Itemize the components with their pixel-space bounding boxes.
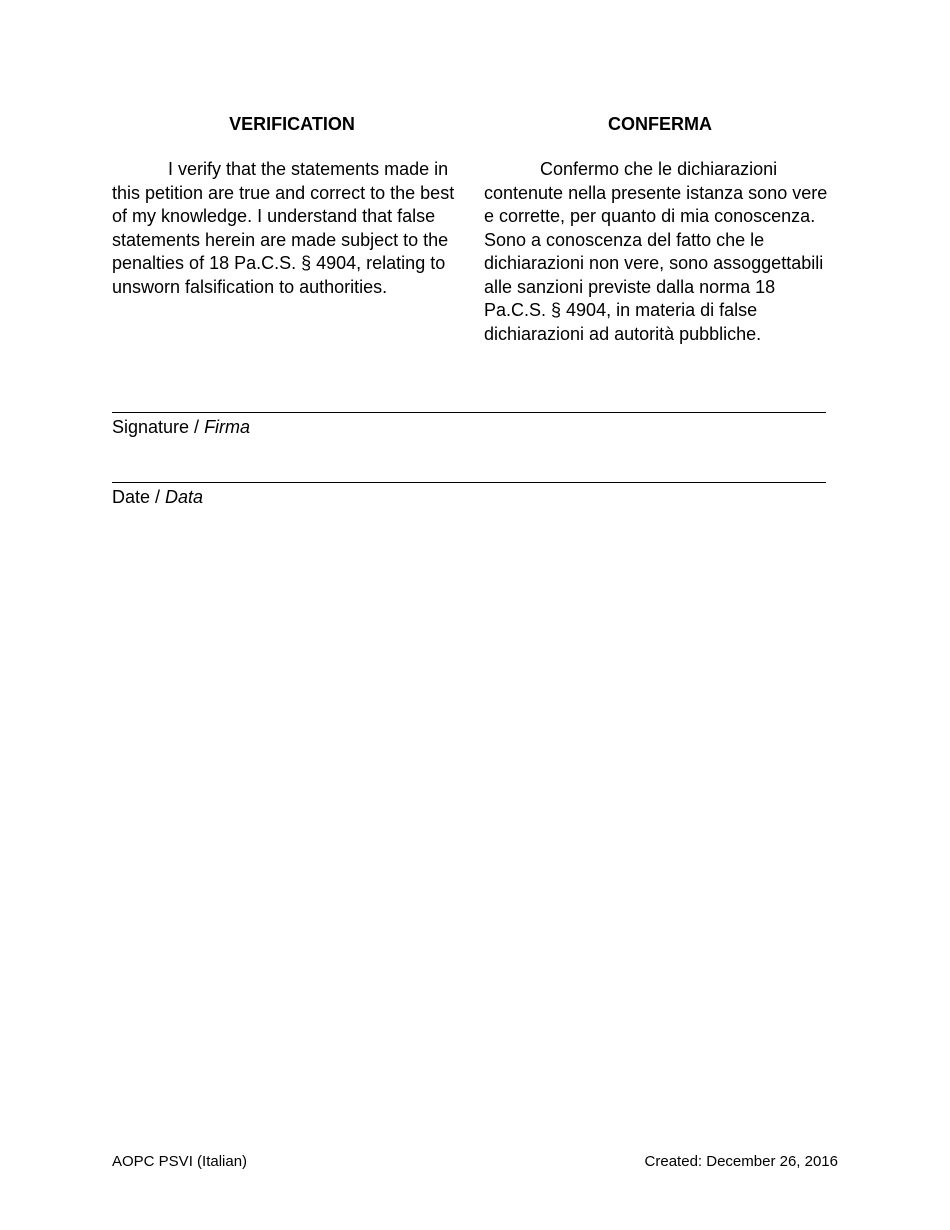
signature-label [112,416,250,438]
footer-created-date: Created: December 26, 2016 [644,1153,838,1170]
conferma-section [484,112,836,346]
date-label-italic: Data [165,487,204,507]
date-label-text: Date / [112,487,166,507]
signature-line[interactable] [112,412,826,413]
verification-section [112,112,472,299]
verification-body: I verify that the statements made in this petition are true and correct to the best of my knowledge. I understand that false statements herein are made subject to the penalties of 18 Pa.C.S. § 4904, relating to unsworn falsification to authorities. [112,159,455,297]
footer-form-id: AOPC PSVI (Italian) [112,1153,248,1170]
conferma-body: Confermo che le dichiarazioni contenute nella presente istanza sono vere e corrette, per quanto di mia conoscenza. Sono a conoscenza del fatto che le dichiarazioni non vere, sono assoggettabili alle sanzioni previste dalla norma 18 Pa.C.S. § 4904, in materia di false dichiarazioni ad autorità pubbliche. [484,159,828,344]
date-line[interactable] [112,482,826,483]
date-label [112,486,203,508]
signature-label-text: Signature / [112,417,205,437]
signature-label-italic: Firma [204,417,251,437]
conferma-heading: CONFERMA [608,114,712,134]
verification-heading: VERIFICATION [229,114,355,134]
